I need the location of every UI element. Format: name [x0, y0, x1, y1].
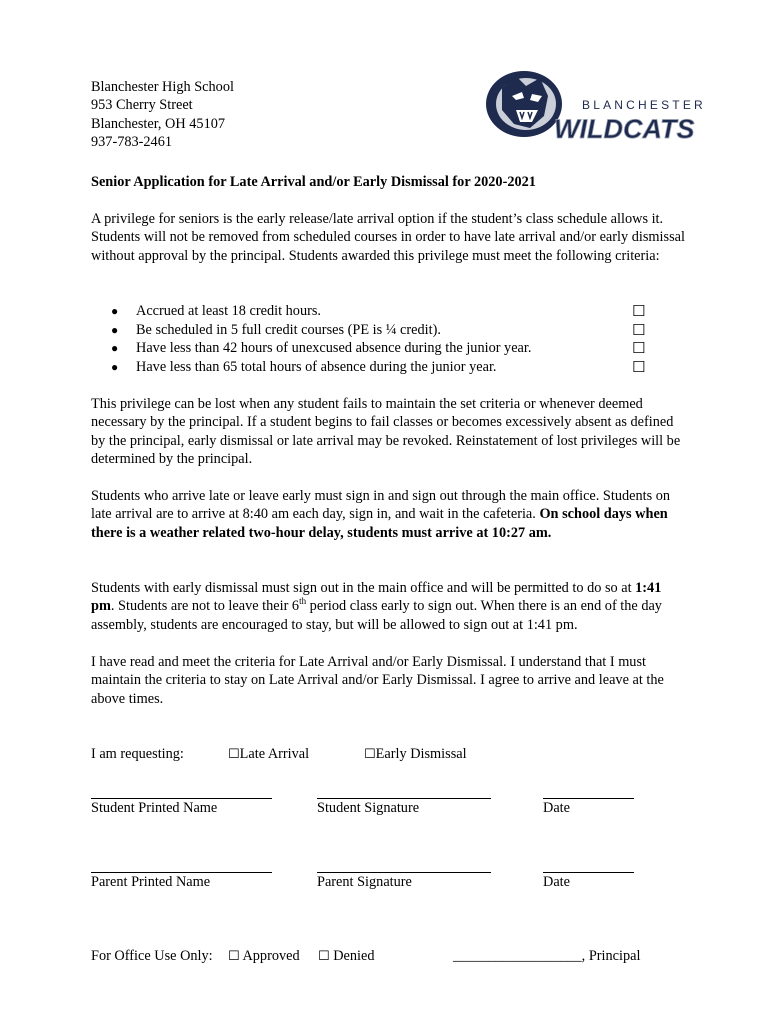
denied-checkbox[interactable]: ☐ [318, 949, 330, 964]
page-title: Senior Application for Late Arrival and/or Early Dismissal for 2020-2021 [91, 174, 536, 190]
wildcat-head-icon [486, 71, 562, 137]
approved-label: Approved [242, 948, 300, 964]
school-name: Blanchester High School [91, 79, 234, 95]
principal-signature-line[interactable]: __________________ [453, 948, 582, 964]
parent-name-label: Parent Printed Name [91, 874, 211, 890]
office-use-label: For Office Use Only: [91, 948, 213, 964]
early-text-mid: . Students are not to leave their 6 [110, 598, 300, 615]
criteria-checkbox[interactable]: ☐ [632, 302, 646, 320]
late-arrival-option[interactable] [228, 745, 309, 764]
principal-label: , Principal [581, 948, 641, 964]
school-phone: 937-783-2461 [91, 133, 173, 150]
school-city: Blanchester, OH 45107 [91, 115, 226, 132]
bullet-icon: ● [111, 359, 119, 374]
early-dismissal-label: Early Dismissal [375, 746, 467, 762]
denied-label: Denied [333, 948, 375, 964]
school-address [91, 78, 234, 151]
school-street: 953 Cherry Street [91, 97, 193, 114]
student-date-line[interactable] [543, 798, 634, 799]
parent-date-line[interactable] [543, 872, 634, 873]
student-name-label: Student Printed Name [91, 800, 218, 816]
early-text-start: Students with early dismissal must sign out in the main office and will be permitted to do so at [91, 580, 636, 596]
principal-signature [453, 947, 640, 965]
late-arrival-paragraph [91, 487, 687, 542]
logo-top-text: BLANCHESTER [582, 98, 706, 112]
dismissal-time: 1:41 pm [91, 580, 662, 615]
early-dismissal-checkbox[interactable]: ☐ [364, 747, 376, 762]
criteria-text: Have less than 42 hours of unexcused absence during the junior year. [136, 340, 532, 357]
denied-option[interactable] [318, 947, 375, 966]
student-name-line[interactable] [91, 798, 272, 799]
late-arrival-checkbox[interactable]: ☐ [228, 747, 240, 762]
approved-checkbox[interactable]: ☐ [228, 949, 240, 964]
student-signature-line[interactable] [317, 798, 491, 799]
weather-delay-text: On school days when there is a weather related two-hour delay, students must arrive at 10:27 am. [91, 506, 668, 541]
privilege-paragraph: This privilege can be lost when any student fails to maintain the set criteria or whenever deemed necessary by the principal. If a student begins to fail classes or becomes excessively absent as defined by the principal, early dismissal or late arrival may be revoked. Reinstatement of lost privileges will be determined by the principal. [91, 396, 681, 468]
criteria-item [91, 339, 651, 358]
criteria-text: Be scheduled in 5 full credit courses (PE is ¼ credit). [136, 321, 441, 338]
parent-name-line[interactable] [91, 872, 272, 873]
criteria-checkbox[interactable]: ☐ [632, 339, 646, 358]
parent-signature-line[interactable] [317, 872, 491, 873]
approved-option[interactable] [228, 947, 300, 966]
early-dismissal-option[interactable] [364, 745, 467, 764]
student-date-label: Date [543, 800, 570, 816]
agreement-paragraph: I have read and meet the criteria for Late Arrival and/or Early Dismissal. I understand that I must maintain the criteria to stay on Late Arrival and/or Early Dismissal. I agree to arrive and leave at the above times. [91, 654, 664, 707]
ordinal-suffix: th [299, 596, 307, 607]
intro-paragraph: A privilege for seniors is the early release/late arrival option if the student’s class schedule allows it. Students will not be removed from scheduled courses in order to have late arrival and/or early dismissal without approval by the principal. Students awarded this privilege must meet the following criteria: [91, 211, 685, 264]
logo-bottom-text: WILDCATS [554, 114, 695, 144]
bullet-icon: ● [111, 341, 119, 356]
criteria-checkbox[interactable]: ☐ [632, 357, 646, 376]
criteria-item [91, 358, 651, 377]
bullet-icon: ● [111, 304, 119, 318]
bullet-icon: ● [111, 322, 119, 337]
criteria-item [91, 302, 651, 321]
early-dismissal-paragraph [91, 579, 687, 634]
early-text-end: period class early to sign out. When there is an end of the day assembly, students are encouraged to stay, but will be allowed to sign out at 1:41 pm. [91, 598, 662, 633]
student-signature-label: Student Signature [317, 800, 420, 816]
request-label: I am requesting: [91, 746, 184, 762]
wildcats-logo [482, 66, 714, 146]
criteria-list [91, 302, 651, 376]
criteria-checkbox[interactable]: ☐ [632, 320, 646, 339]
parent-signature-label: Parent Signature [317, 874, 412, 890]
criteria-text: Accrued at least 18 credit hours. [136, 303, 321, 319]
criteria-item [91, 321, 651, 340]
late-arrival-text: Students who arrive late or leave early must sign in and sign out through the main office. Students on late arrival are to arrive at 8:40 am each day, sign in, and wait in the cafeteria. [91, 488, 671, 523]
late-arrival-label: Late Arrival [239, 746, 310, 762]
parent-date-label: Date [543, 874, 570, 890]
criteria-text: Have less than 65 total hours of absence during the junior year. [136, 358, 497, 375]
